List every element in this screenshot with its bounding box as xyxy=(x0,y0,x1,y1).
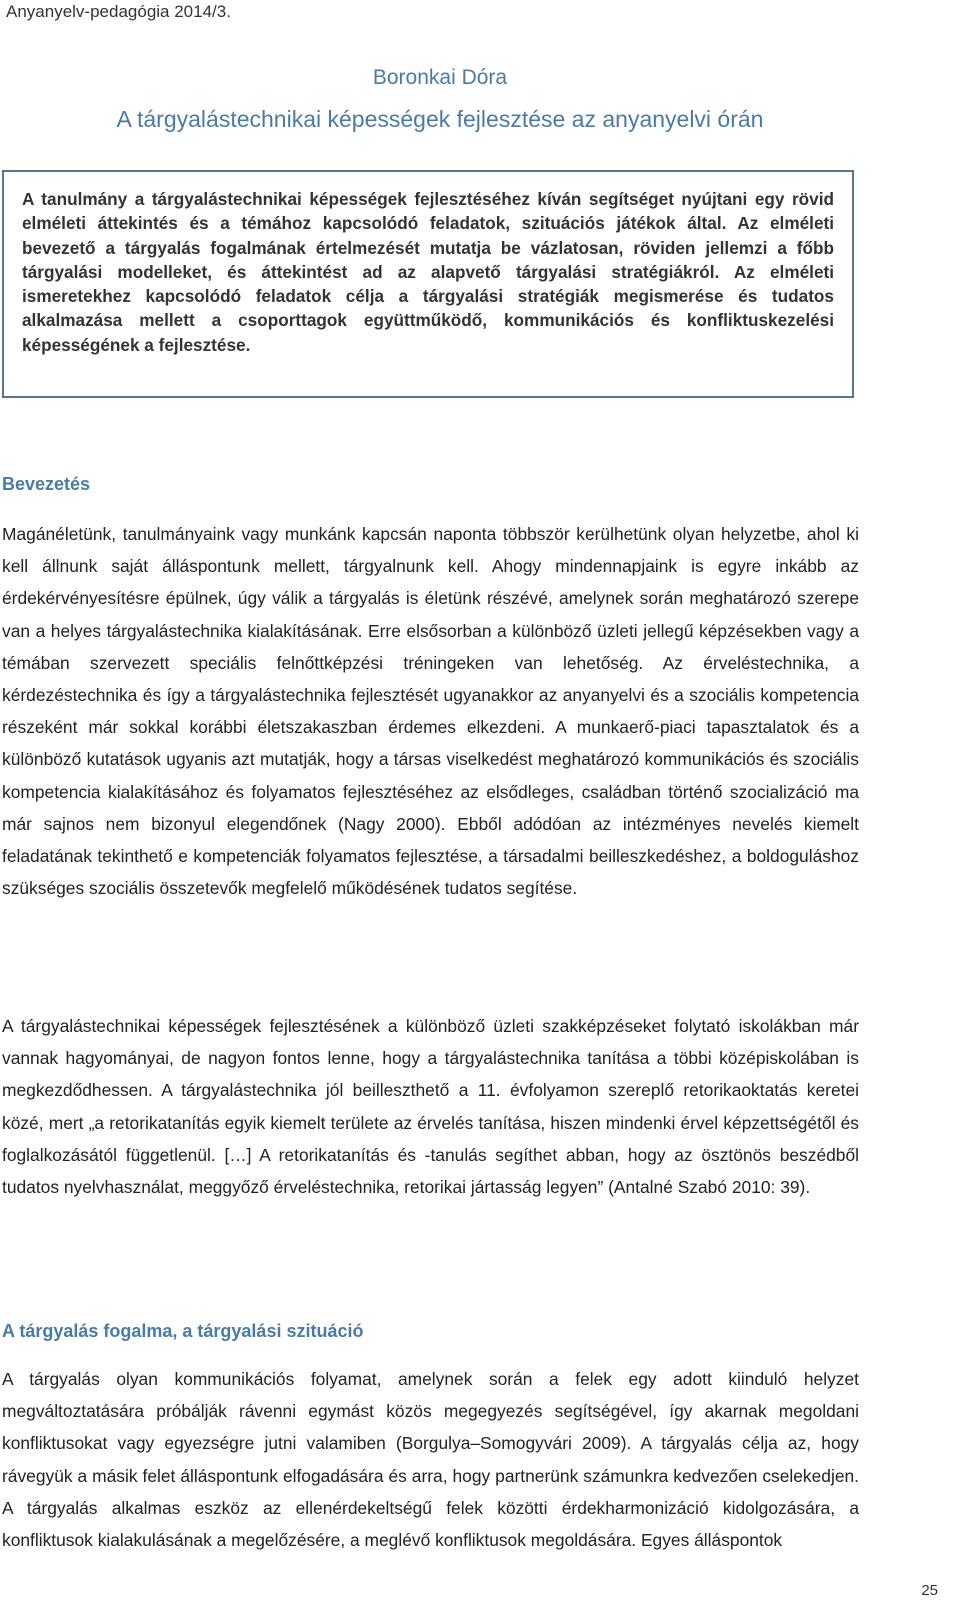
section-heading-introduction: Bevezetés xyxy=(2,474,91,494)
article-title: A tárgyalástechnikai képességek fejlesztése az anyanyelvi órán xyxy=(116,106,764,132)
running-header: Anyanyelv-pedagógia 2014/3. xyxy=(6,2,231,21)
paragraph: A tárgyalástechnikai képességek fejlesztésének a különböző üzleti szakképzéseket folytató iskolákban már vannak hagyományai, de nagyon fontos lenne, hogy a tárgyalástechnika tanítása a többi középiskolában is megkezdődhessen. A tárgyalástechnika jól beilleszthető a 11. évfolyamon szereplő retorikaoktatás keretei közé, mert „a retorikatanítás egyik kiemelt területe az érvelés tanítása, hiszen mindenki érvel képzettségétől és foglalkozásától függetlenül. […] A retorikatanítás és -tanulás segíthet abban, hogy az ösztönös beszédből tudatos nyelvhasználat, meggyőző érveléstechnika, retorikai jártasság legyen” (Antalné Szabó 2010: 39). xyxy=(2,1016,859,1198)
paragraph: Magánéletünk, tanulmányaink vagy munkánk kapcsán naponta többször kerülhetünk olyan helyzetbe, ahol ki kell állnunk saját álláspontunk mellett, tárgyalnunk kell. Ahogy mindennapjaink is egyre inkább az érdekérvényesítésre épülnek, úgy válik a tárgyalás is életünk részévé, amelynek során meghatározó szerepe van a helyes tárgyalástechnika kialakításának. Erre elsősorban a különböző üzleti jellegű képzésekben vagy a témában szervezett speciális felnőttképzési tréningeken van lehetőség. Az érveléstechnika, a kérdezéstechnika és így a tárgyalástechnika fejlesztését ugyanakkor az anyanyelvi és a szociális kompetencia részeként már sokkal korábbi életszakaszban érdemes elkezdeni. A munkaerő-piaci tapasztalatok és a különböző kutatások ugyanis azt mutatják, hogy a társas viselkedést meghatározó kommunikációs és szociális kompetencia kialakításához és folyamatos fejlesztéséhez az elsődleges, családban történő szocializáció ma már sajnos nem bizonyul elegendőnek (Nagy 2000). Ebből adódóan az intézményes nevelés kiemelt feladatának tekinthető e kompetenciák folyamatos fejlesztése, a társadalmi beilleszkedéshez, a boldoguláshoz szükséges szociális összetevők megfelelő működésének tudatos segítése. xyxy=(2,524,859,899)
section-heading-negotiation-concept: A tárgyalás fogalma, a tárgyalási szituáció xyxy=(2,1321,364,1341)
page-number: 25 xyxy=(921,1582,938,1599)
paragraph: A tárgyalás olyan kommunikációs folyamat, amelynek során a felek egy adott kiinduló helyzet megváltoztatására próbálják rávenni egymást közös megegyezés segítségével, így akarnak megoldani konfliktusokat vagy egyezségre jutni valamiben (Borgulya–Somogyvári 2009). A tárgyalás célja az, hogy rávegyük a másik felet álláspontunk elfogadására és arra, hogy partnerünk számunkra kedvezően cselekedjen. A tárgyalás alkalmas eszköz az ellenérdekeltségű felek közötti érdekharmonizáció kidolgozására, a konfliktusok kialakulásának a megelőzésére, a meglévő konfliktusok megoldására. Egyes álláspontok xyxy=(2,1369,859,1551)
abstract-box xyxy=(2,170,854,398)
abstract-text: A tanulmány a tárgyalástechnikai képességek fejlesztéséhez kíván segítséget nyújtani egy rövid elméleti áttekintés és a témához kapcsolódó feladatok, szituációs játékok által. Az elméleti bevezető a tárgyalás fogalmának értelmezését mutatja be vázlatosan, röviden jellemzi a főbb tárgyalási modelleket, és áttekintést ad az alapvető tárgyalási stratégiákról. Az elméleti ismeretekhez kapcsolódó feladatok célja a tárgyalási stratégiák megismerése és tudatos alkalmazása mellett a csoporttagok együttműködő, kommunikációs és konfliktuskezelési képességének a fejlesztése. xyxy=(22,189,834,355)
author-name: Boronkai Dóra xyxy=(372,66,508,89)
